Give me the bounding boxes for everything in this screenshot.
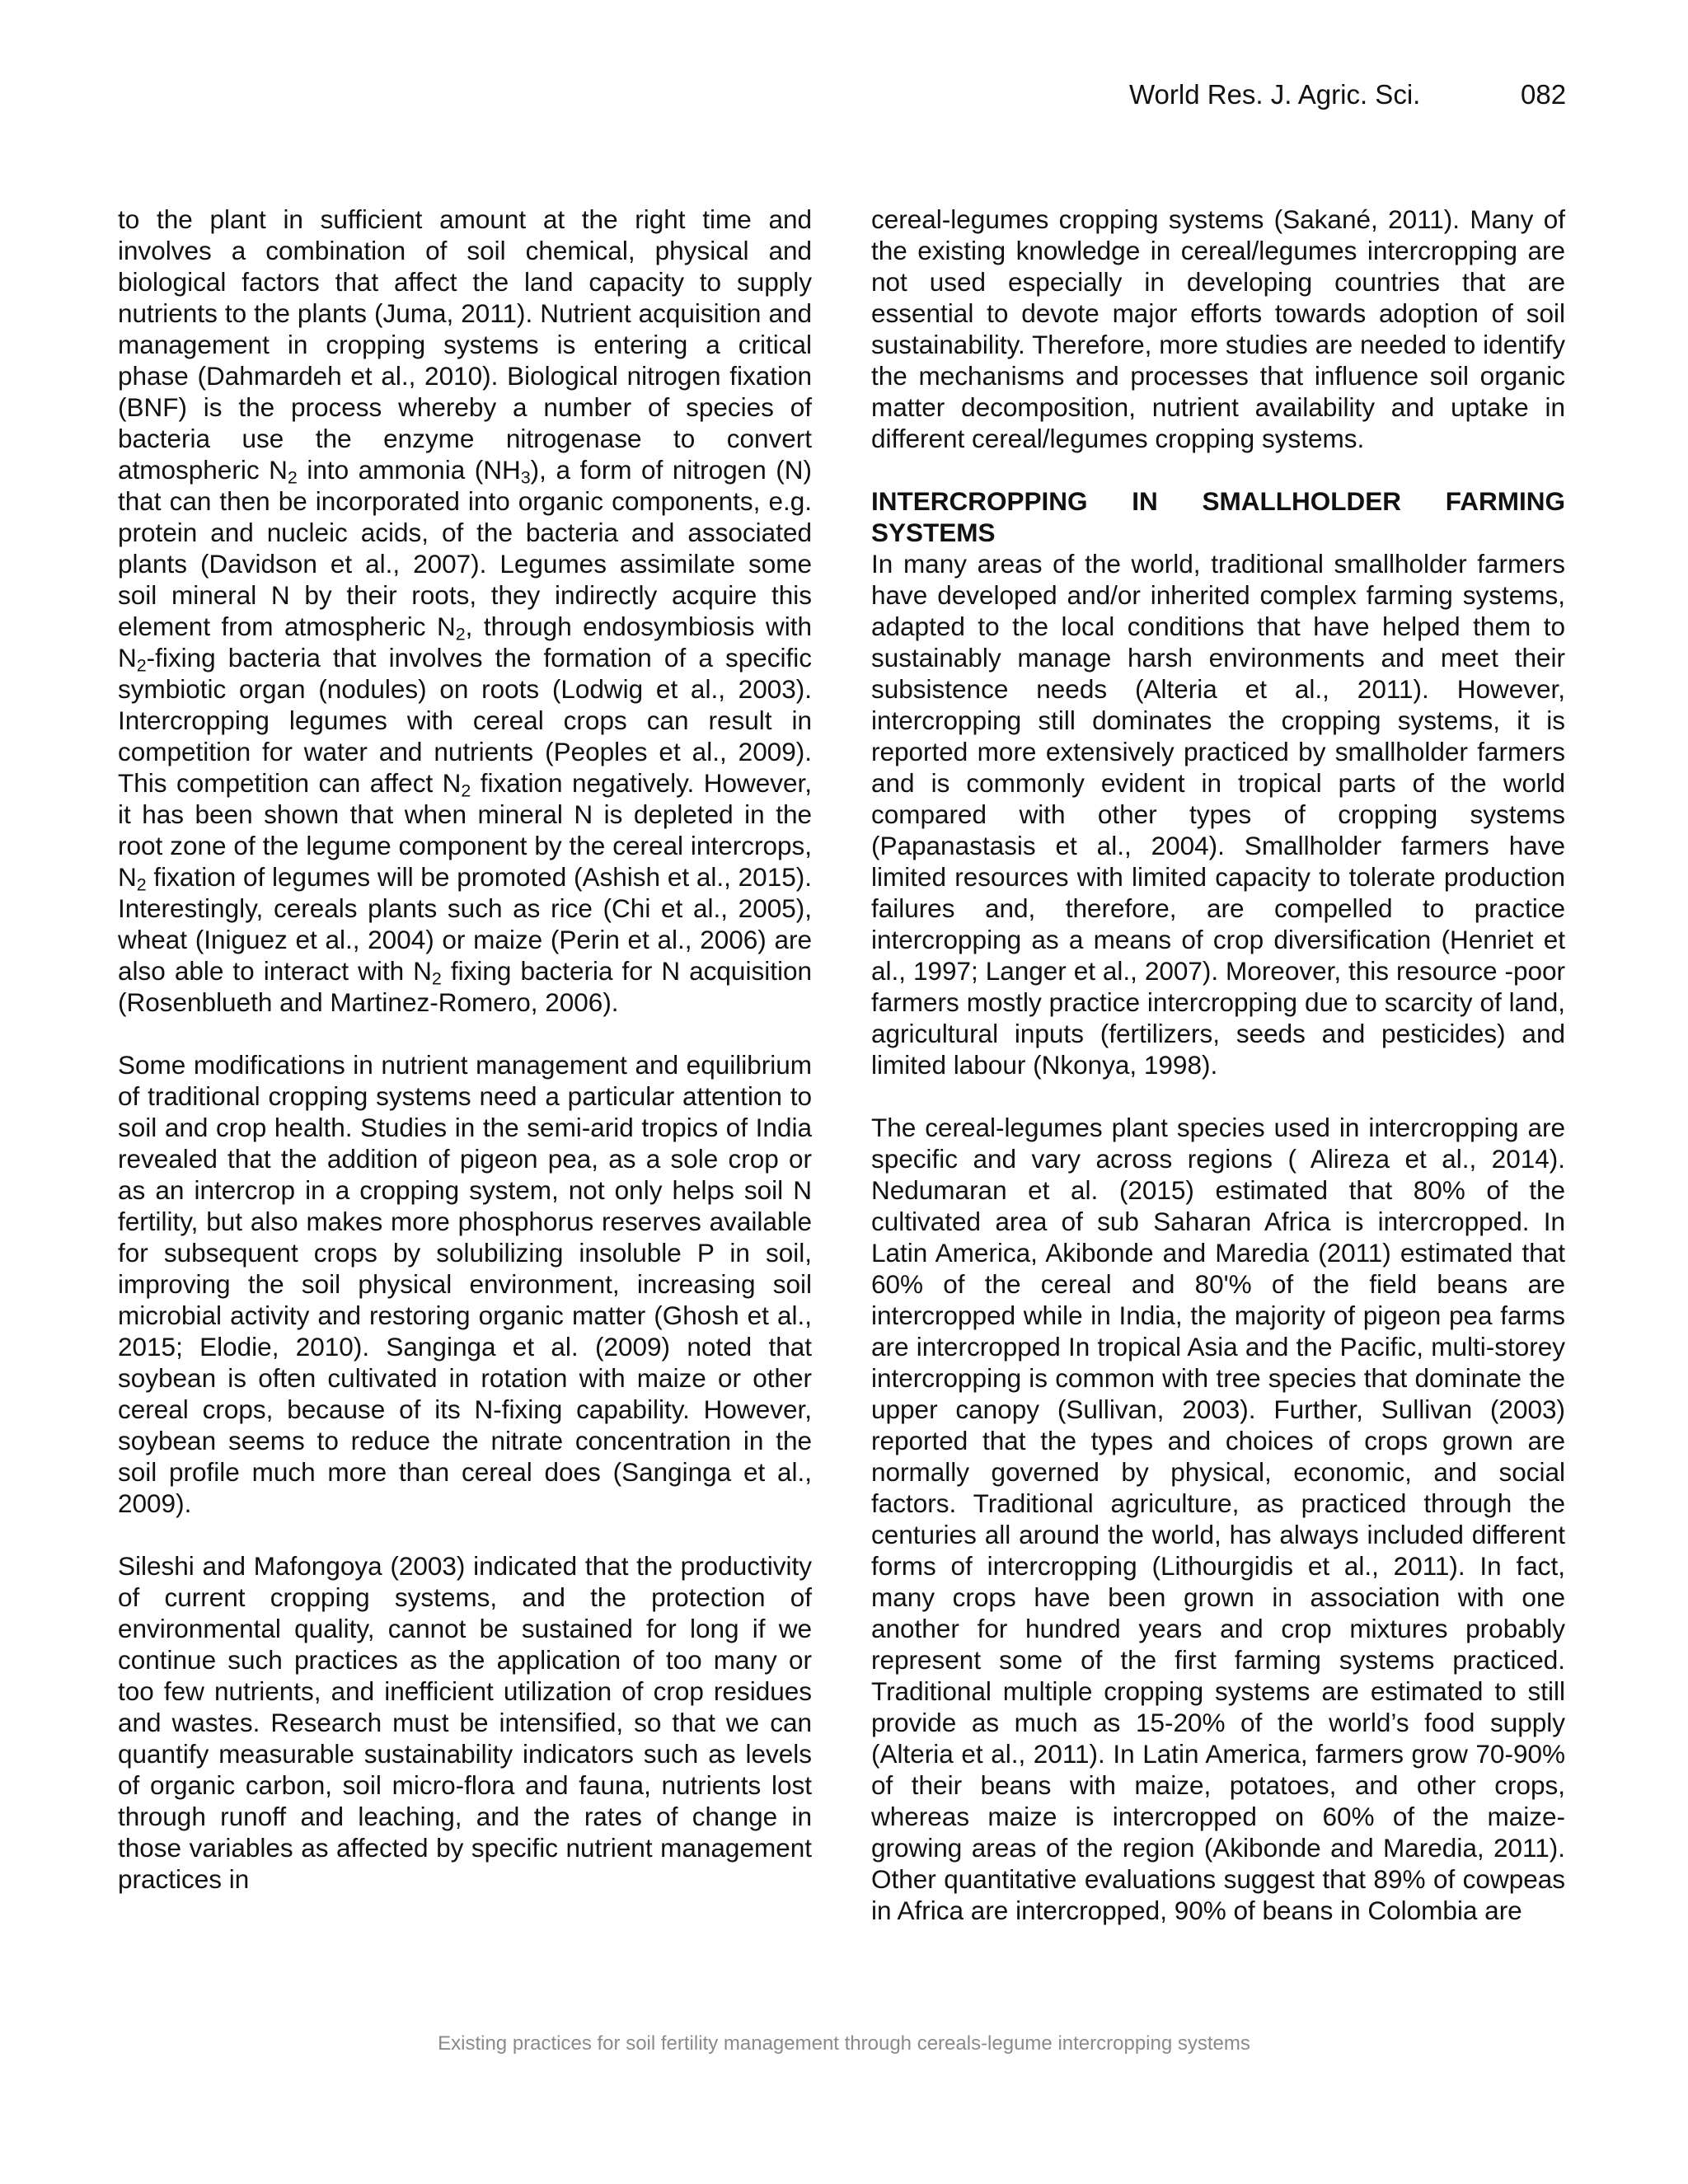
right-paragraph-1: cereal-legumes cropping systems (Sakané, 2011). Many of the existing knowledge in cereal/legumes intercropping are not used especially in developing countries that are essential to devote major efforts towards adoption of soil sustainability. Therefore, more studies are needed to identify the mechanisms and processes that influence soil organic matter decomposition, nutrient availability and uptake in different cereal/legumes cropping systems. xyxy=(871,204,1565,453)
running-footer: Existing practices for soil fertility management through cereals-legume intercropping systems xyxy=(438,2032,1250,2055)
page-number: 082 xyxy=(1521,79,1567,110)
section-heading: INTERCROPPING IN SMALLHOLDER FARMING SYSTEMS xyxy=(871,486,1565,547)
right-paragraph-2: In many areas of the world, traditional smallholder farmers have developed and/or inherited complex farming systems, adapted to the local conditions that have helped them to sustainably manage harsh environments and meet their subsistence needs (Alteria et al., 2011). However, intercropping still dominates the cropping systems, it is reported more extensively practiced by smallholder farmers and is commonly evident in tropical parts of the world compared with other types of cropping systems (Papanastasis et al., 2004). Smallholder farmers have limited resources with limited capacity to tolerate production failures and, therefore, are compelled to practice intercropping as a means of crop diversification (Henriet et al., 1997; Langer et al., 2007). Moreover, this resource -poor farmers mostly practice intercropping due to scarcity of land, agricultural inputs (fertilizers, seeds and pesticides) and limited labour (Nkonya, 1998). xyxy=(871,549,1565,1080)
running-head-journal: World Res. J. Agric. Sci. xyxy=(1129,79,1421,110)
left-paragraph-1: to the plant in sufficient amount at the right time and involves a combination of soil chemical, physical and biological factors that affect the land capacity to supply nutrients to the plants (Juma, 2011). Nutrient acquisition and management in cropping systems is entering a critical phase (Dahmardeh et al., 2010). Biological nitrogen fixation (BNF) is the process whereby a number of species of bacteria use the enzyme nitrogenase to convert atmospheric $N_2$ into ammonia $(NH_3)$, a form of nitrogen (N) that can then be incorporated into organic components, e.g. protein and nucleic acids, of the bacteria and associated plants (Davidson et al., 2007). Legumes assimilate some soil mineral N by their roots, they indirectly acquire this element from atmospheric $N_2$, through endosymbiosis with $N_2$-fixing bacteria that involves the formation of a specific symbiotic organ (nodules) on roots (Lodwig et al., 2003). Intercropping legumes with cereal crops can result in competition for water and nutrients (Peoples et al., 2009). This competition can affect $N_2$ fixation negatively. However, it has been shown that when mineral N is depleted in the root zone of the legume component by the cereal intercrops, $N_2$ fixation of legumes will be promoted (Ashish et al., 2015). Interestingly, cereals plants such as rice (Chi et al., 2005), wheat (Iniguez et al., 2004) or maize (Perin et al., 2006) are also able to interact with $N_2$ fixing bacteria for N acquisition (Rosenblueth and Martinez-Romero, 2006). xyxy=(118,204,813,1017)
left-paragraph-2: Some modifications in nutrient management and equilibrium of traditional cropping systems need a particular attention to soil and crop health. Studies in the semi-arid tropics of India revealed that the addition of pigeon pea, as a sole crop or as an intercrop in a cropping system, not only helps soil N fertility, but also makes more phosphorus reserves available for subsequent crops by solubilizing insoluble P in soil, improving the soil physical environment, increasing soil microbial activity and restoring organic matter (Ghosh et al., 2015; Elodie, 2010). Sanginga et al. (2009) noted that soybean is often cultivated in rotation with maize or other cereal crops, because of its N-fixing capability. However, soybean seems to reduce the nitrate concentration in the soil profile much more than cereal does (Sanginga et al., 2009). xyxy=(118,1050,812,1518)
left-paragraph-3: Sileshi and Mafongoya (2003) indicated that the productivity of current cropping systems, and the protection of environmental quality, cannot be sustained for long if we continue such practices as the application of too many or too few nutrients, and inefficient utilization of crop residues and wastes. Research must be intensified, so that we can quantify measurable sustainability indicators such as levels of organic carbon, soil micro-flora and fauna, nutrients lost through runoff and leaching, and the rates of change in those variables as affected by specific nutrient management practices in xyxy=(118,1551,812,1894)
right-column xyxy=(871,204,1565,1926)
left-column xyxy=(118,204,812,1895)
right-paragraph-3: The cereal-legumes plant species used in intercropping are specific and vary across regions ( Alireza et al., 2014). Nedumaran et al. (2015) estimated that 80% of the cultivated area of sub Saharan Africa is intercropped. In Latin America, Akibonde and Maredia (2011) estimated that 60% of the cereal and 80'% of the field beans are intercropped while in India, the majority of pigeon pea farms are intercropped In tropical Asia and the Pacific, multi-storey intercropping is common with tree species that dominate the upper canopy (Sullivan, 2003). Further, Sullivan (2003) reported that the types and choices of crops grown are normally governed by physical, economic, and social factors. Traditional agriculture, as practiced through the centuries all around the world, has always included different forms of intercropping (Lithourgidis et al., 2011). In fact, many crops have been grown in association with one another for hundred years and crop mixtures probably represent some of the first farming systems practiced. Traditional multiple cropping systems are estimated to still provide as much as 15-20% of the world’s food supply (Alteria et al., 2011). In Latin America, farmers grow 70-90% of their beans with maize, potatoes, and other crops, whereas maize is intercropped on 60% of the maize-growing areas of the region (Akibonde and Maredia, 2011). Other quantitative evaluations suggest that 89% of cowpeas in Africa are intercropped, 90% of beans in Colombia are xyxy=(871,1113,1565,1925)
